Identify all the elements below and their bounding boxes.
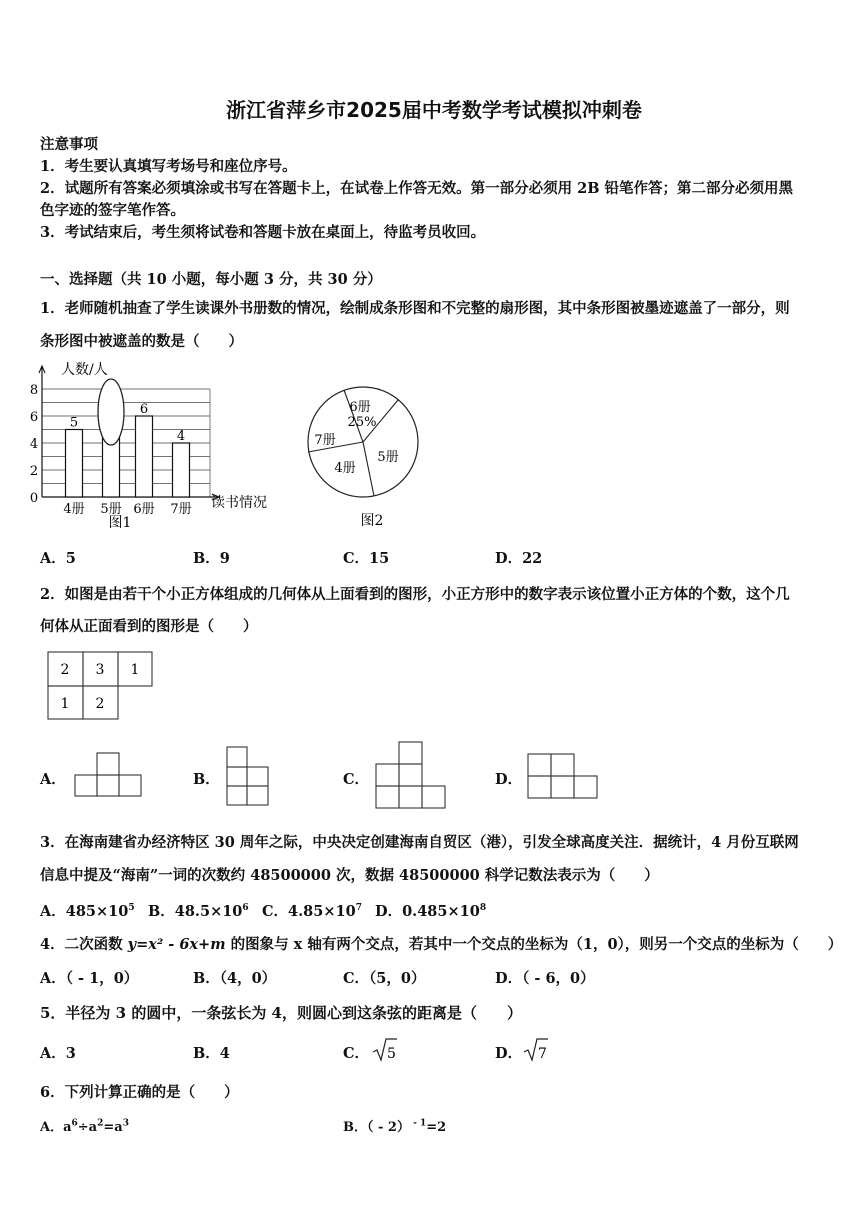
x-tick-label: 6册: [133, 502, 155, 517]
note-item: 色字迹的签字笔作答。: [40, 202, 185, 219]
option-d: D．22: [495, 550, 543, 567]
notes-heading: 注意事项: [40, 136, 98, 153]
pie-label: 25%: [347, 415, 377, 430]
option-a: A．3: [40, 1045, 76, 1062]
option-c: C．15: [343, 550, 390, 567]
option-c-figure: [375, 741, 447, 811]
grid-number: 1: [130, 662, 140, 678]
question-6: 6．下列计算正确的是（ ）: [40, 1084, 239, 1101]
section-heading: 一、选择题（共 10 小题，每小题 3 分，共 30 分）: [40, 271, 382, 288]
svg-text:7: 7: [538, 1046, 547, 1062]
option-c: C．（5，0）: [343, 970, 426, 987]
option-b-figure: [226, 746, 272, 808]
y-tick-label: 0: [30, 491, 39, 506]
note-item: 2．试题所有答案必须填涂或书写在答题卡上，在试卷上作答无效。第一部分必须用 2B 铅笔作答；第二部分必须用黑: [40, 180, 794, 197]
y-tick-label: 8: [30, 383, 39, 398]
option-b: B．: [193, 771, 220, 788]
y-tick-label: 6: [30, 410, 39, 425]
option-d-figure: [527, 753, 599, 801]
x-tick-label: 4册: [63, 502, 85, 517]
pie-label: 6册: [349, 400, 371, 415]
pie-label: 7册: [314, 433, 336, 448]
option-a: A．$485\times 10^5$: [40, 903, 135, 920]
pie-chart-figure-2: [300, 385, 430, 535]
option-d: D．: [495, 1045, 523, 1062]
page-title: 浙江省萍乡市2025届中考数学考试模拟冲刺卷: [226, 98, 642, 122]
question-3-line2: 信息中提及“海南”一词的次数约 48500000 次，数据 48500000 科学记数法表示为（ ）: [40, 867, 659, 884]
option-b: B．$48.5\times 10^6$: [148, 903, 249, 920]
option-c: C．: [343, 771, 370, 788]
y-tick-label: 2: [30, 464, 39, 479]
pie-label: 4册: [334, 461, 356, 476]
option-a-figure: [74, 752, 144, 798]
x-tick-label: 7册: [170, 502, 192, 517]
question-5: 5．半径为 3 的圆中，一条弦长为 4，则圆心到这条弦的距离是（ ）: [40, 1004, 522, 1022]
bar: [136, 416, 153, 497]
figure-1-caption: 图1: [108, 515, 132, 531]
grid-number: 1: [60, 696, 70, 712]
option-b: B．（4，0）: [193, 970, 277, 987]
note-item: 3．考试结束后，考生须将试卷和答题卡放在桌面上，待监考员收回。: [40, 224, 486, 241]
option-d: D．: [495, 771, 523, 788]
pie-label: 5册: [377, 450, 399, 465]
question-2-line2: 何体从正面看到的图形是（ ）: [40, 618, 258, 635]
bar-chart-figure-1: [30, 355, 280, 535]
option-c: C．: [343, 1045, 370, 1062]
data-label: 5: [69, 415, 79, 431]
data-label: 6: [139, 402, 149, 417]
bar: [66, 430, 83, 498]
question-3-line1: 3．在海南建省办经济特区 30 周年之际，中央决定创建海南自贸区（港），引发全球高度关注．据统计，4 月份互联网: [40, 834, 799, 851]
option-b: B．4: [193, 1045, 230, 1062]
data-label: 4: [176, 429, 186, 444]
top-view-grid: [46, 650, 156, 722]
sqrt-5: [372, 1036, 398, 1064]
grid-number: 2: [60, 662, 70, 678]
grid-number: 3: [95, 662, 105, 678]
option-b: B．（ - 2） $^{- 1}$=2: [343, 1118, 447, 1135]
question-1-line2: 条形图中被遮盖的数是（ ）: [40, 333, 243, 350]
option-a: A．5: [40, 550, 76, 567]
y-tick-label: 4: [30, 437, 39, 452]
figure-2-caption: 图2: [360, 513, 384, 529]
x-tick-label: 5册: [100, 502, 122, 517]
ink-blot: [98, 379, 124, 445]
option-b: B．9: [193, 550, 230, 567]
bar: [173, 443, 190, 497]
option-a: A．: [40, 771, 66, 788]
option-c: C．$4.85\times 10^7$: [262, 903, 362, 920]
question-1-line1: 1．老师随机抽查了学生读课外书册数的情况，绘制成条形图和不完整的扇形图，其中条形图被墨迹遮盖了一部分，则: [40, 300, 790, 317]
grid-number: 2: [95, 696, 105, 712]
y-axis-label: 人数/人: [61, 362, 108, 378]
sqrt-7: [523, 1036, 549, 1064]
option-a: A．$a^6\div a^2=a^3$: [40, 1118, 129, 1135]
svg-text:5: 5: [387, 1046, 396, 1062]
note-item: 1．考生要认真填写考场号和座位序号。: [40, 158, 297, 175]
question-2-line1: 2．如图是由若干个小正方体组成的几何体从上面看到的图形，小正方形中的数字表示该位置小正方体的个数，这个几: [40, 586, 790, 603]
option-d: D．$0.485\times 10^8$: [375, 903, 487, 920]
x-axis-label: 读书情况: [211, 495, 267, 511]
question-4: 4．二次函数 y=x² - 6x+m 的图象与 x 轴有两个交点，若其中一个交点的坐标为（1，0），则另一个交点的坐标为（ ）: [40, 936, 843, 953]
option-d: D．（ - 6，0）: [495, 970, 595, 987]
option-a: A．（ - 1，0）: [40, 970, 139, 987]
